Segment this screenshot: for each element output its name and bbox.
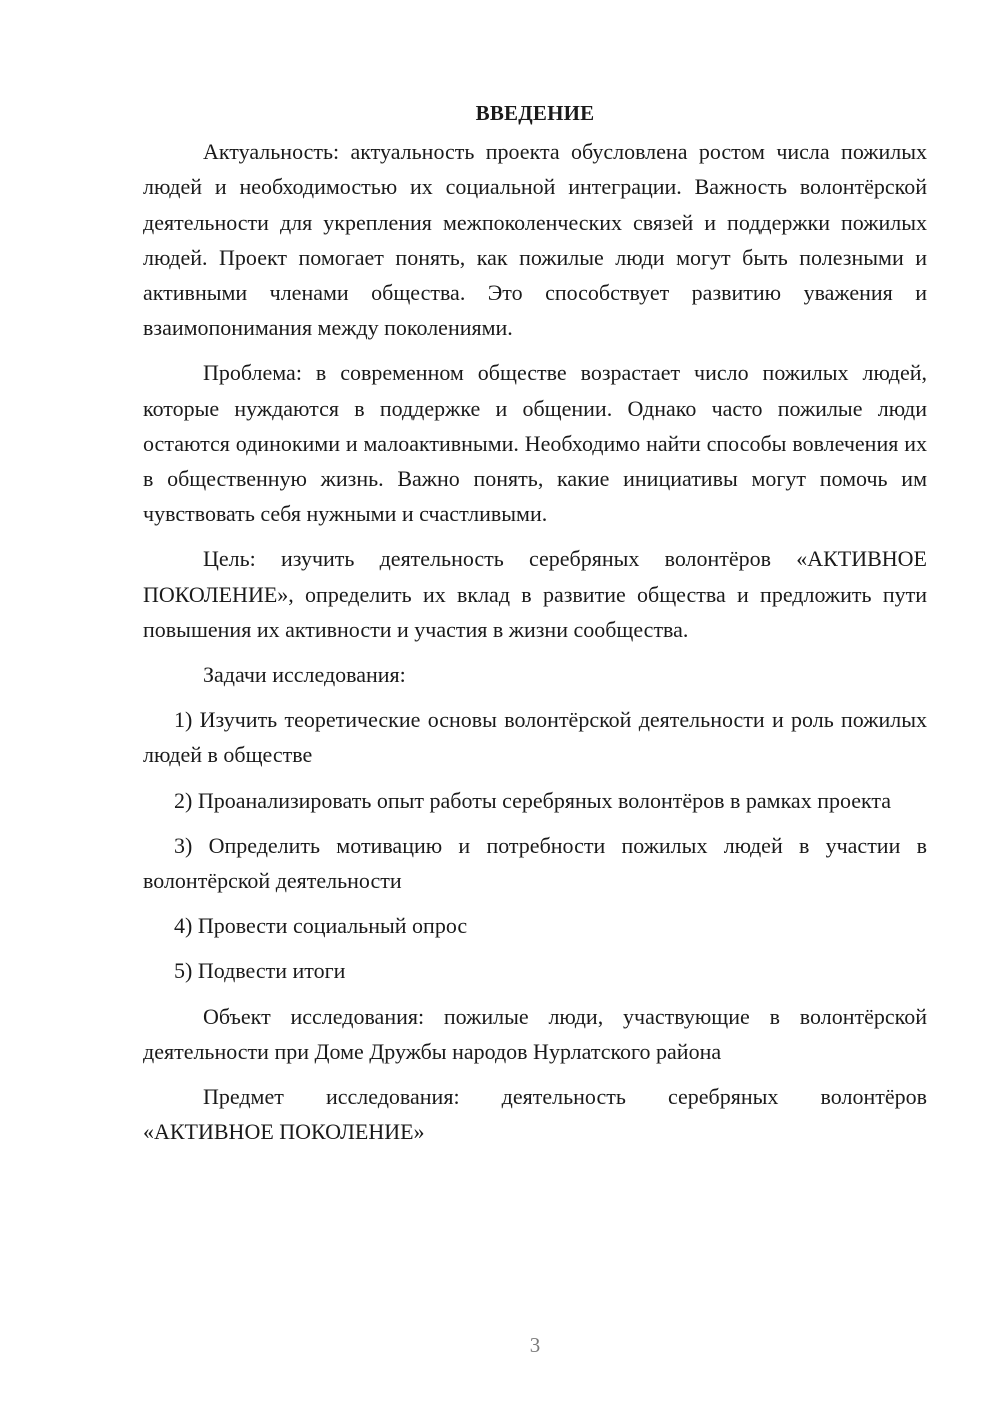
task-item: 3) Определить мотивацию и потребности пожилых людей в участии в волонтёрской деятельности bbox=[143, 832, 927, 894]
goal-paragraph: Цель: изучить деятельность серебряных волонтёров «АКТИВНОЕ ПОКОЛЕНИЕ», определить их вклад в развитие общества и предложить пути повышения их активности и участия в жизни сообщества. bbox=[143, 546, 927, 642]
subject-paragraph-line1: Предмет исследования: деятельность серебряных волонтёров bbox=[203, 1084, 927, 1110]
task-item: 5) Подвести итоги bbox=[174, 958, 346, 984]
page-title: ВВЕДЕНИЕ bbox=[475, 101, 595, 125]
task-item: 1) Изучить теоретические основы волонтёрской деятельности и роль пожилых людей в обществе bbox=[143, 707, 927, 768]
task-item: 4) Провести социальный опрос bbox=[174, 913, 468, 939]
page-number: 3 bbox=[529, 1333, 541, 1357]
relevance-paragraph: Актуальность: актуальность проекта обусловлена ростом числа пожилых людей и необходимостью их социальной интеграции. Важность волонтёрской деятельности для укрепления межпоколенческих связей и поддержки пожилых людей. Проект помогает понять, как пожилые люди могут быть полезными и активными членами общества. Это способствует развитию уважения и взаимопонимания между поколениями. bbox=[143, 139, 927, 341]
object-paragraph: Объект исследования: пожилые люди, участвующие в волонтёрской деятельности при Доме Дружбы народов Нурлатского района bbox=[143, 1003, 927, 1064]
subject-paragraph-line2: «АКТИВНОЕ ПОКОЛЕНИЕ» bbox=[143, 1119, 425, 1145]
task-item: 2) Проанализировать опыт работы серебряных волонтёров в рамках проекта bbox=[174, 787, 892, 813]
tasks-heading: Задачи исследования: bbox=[203, 662, 406, 688]
document-body bbox=[143, 96, 927, 1159]
problem-paragraph: Проблема: в современном обществе возрастает число пожилых людей, которые нуждаются в поддержке и общении. Однако часто пожилые люди остаются одинокими и малоактивными. Необходимо найти способы вовлечения их в общественную жизнь. Важно понять, какие инициативы могут помочь им чувствовать себя нужными и счастливыми. bbox=[143, 360, 927, 527]
